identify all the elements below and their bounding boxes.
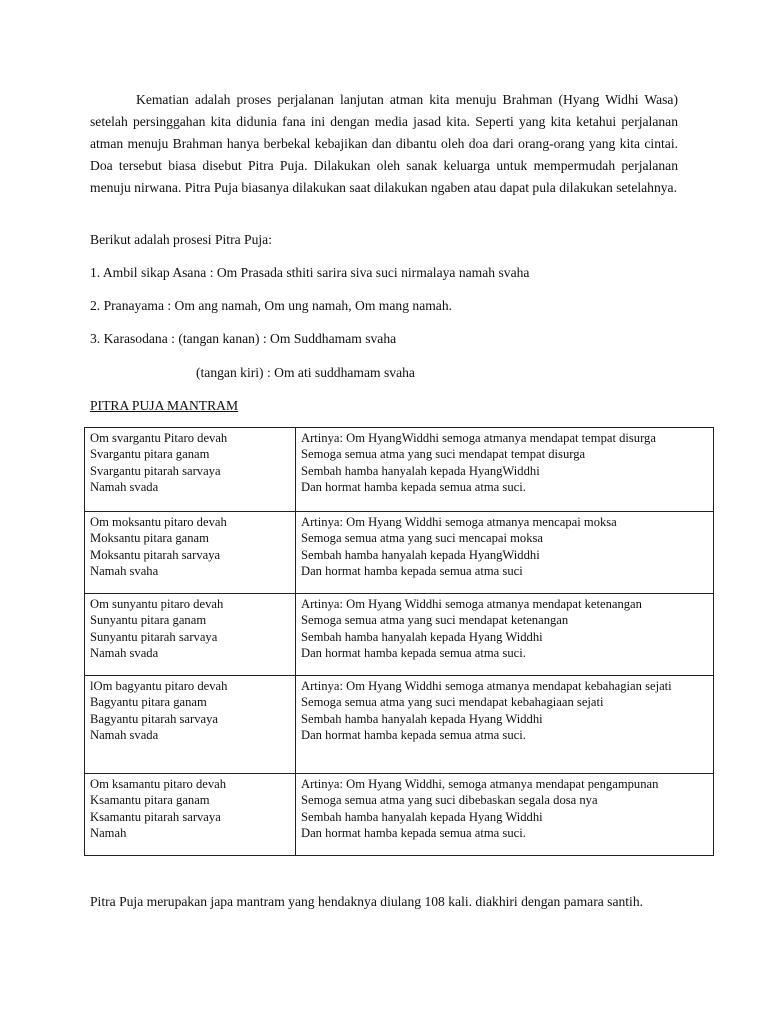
meaning-line: Artinya: Om Hyang Widdhi semoga atmanya mendapat ketenangan xyxy=(301,597,642,611)
mantram-row xyxy=(85,774,714,856)
step-pranayama: 2. Pranayama : Om ang namah, Om ung namah, Om mang namah. xyxy=(90,298,453,313)
meaning-line: Semoga semua atma yang suci mencapai moksa xyxy=(301,531,544,546)
meaning-line: Dan hormat hamba kepada semua atma suci. xyxy=(301,826,526,841)
meaning-line: Sembah hamba hanyalah kepada HyangWiddhi xyxy=(301,547,540,562)
intro-paragraph: Kematian adalah proses perjalanan lanjutan atman kita menuju Brahman (Hyang Widhi Wasa) setelah persinggahan kita didunia fana ini dengan media jasad kita. Seperti yang kita ketahui perjalanan atman menuju Brahman hanya berbekal kebajikan dan dibantu oleh doa dari orang-orang yang kita cintai. Doa tersebut biasa disebut Pitra Puja. Dilakukan oleh sanak keluarga untuk mempermudah perjalanan menuju nirwana. Pitra Puja biasanya dilakukan saat dilakukan ngaben atau dapat pula dilakukan setelahnya. xyxy=(90,92,678,195)
verse-line: Om ksamantu pitaro devah xyxy=(90,777,227,791)
verse-line: Namah svada xyxy=(90,728,159,743)
verse-line: Svargantu pitara ganam xyxy=(90,447,210,462)
meaning-line: Sembah hamba hanyalah kepada Hyang Widdhi xyxy=(301,629,543,644)
mantram-verse-cell xyxy=(85,512,296,594)
step-karasodana-left-hand: (tangan kiri) : Om ati suddhamam svaha xyxy=(196,365,415,380)
meaning-line: Artinya: Om Hyang Widdhi semoga atmanya mendapat kebahagian sejati xyxy=(301,679,672,693)
mantram-row xyxy=(85,676,714,774)
meaning-line: Dan hormat hamba kepada semua atma suci. xyxy=(301,480,526,495)
verse-line: Moksantu pitara ganam xyxy=(90,531,209,546)
verse-line: Sunyantu pitara ganam xyxy=(90,613,207,628)
verse-line: Bagyantu pitarah sarvaya xyxy=(90,711,218,726)
verse-line: Om moksantu pitaro devah xyxy=(90,515,227,529)
meaning-line: Dan hormat hamba kepada semua atma suci. xyxy=(301,728,526,743)
meaning-line: Sembah hamba hanyalah kepada HyangWiddhi xyxy=(301,463,540,478)
mantram-verse-cell xyxy=(85,594,296,676)
meaning-line: Dan hormat hamba kepada semua atma suci. xyxy=(301,646,526,661)
mantram-row xyxy=(85,594,714,676)
mantram-meaning-cell xyxy=(296,774,714,856)
mantram-meaning-cell xyxy=(296,428,714,512)
verse-line: Namah svaha xyxy=(90,564,159,579)
mantram-verse-cell xyxy=(85,676,296,774)
verse-line: Om sunyantu pitaro devah xyxy=(90,597,224,611)
step-asana: 1. Ambil sikap Asana : Om Prasada sthiti sarira siva suci nirmalaya namah svaha xyxy=(90,265,530,280)
verse-line: Namah svada xyxy=(90,646,159,661)
verse-line: Moksantu pitarah sarvaya xyxy=(90,547,221,562)
mantram-table xyxy=(84,427,714,856)
mantram-verse-cell xyxy=(85,428,296,512)
verse-line: Om svargantu Pitaro devah xyxy=(90,431,228,445)
verse-line: Namah svada xyxy=(90,480,159,495)
verse-line: Namah xyxy=(90,826,127,841)
meaning-line: Semoga semua atma yang suci dibebaskan segala dosa nya xyxy=(301,793,598,808)
mantram-heading: PITRA PUJA MANTRAM xyxy=(90,398,239,413)
mantram-meaning-cell xyxy=(296,594,714,676)
meaning-line: Dan hormat hamba kepada semua atma suci xyxy=(301,564,523,579)
meaning-line: Semoga semua atma yang suci mendapat kebahagiaan sejati xyxy=(301,695,604,710)
verse-line: Ksamantu pitara ganam xyxy=(90,793,210,808)
meaning-line: Artinya: Om Hyang Widdhi semoga atmanya mencapai moksa xyxy=(301,515,617,529)
meaning-line: Semoga semua atma yang suci mendapat tempat disurga xyxy=(301,447,586,462)
closing-paragraph: Pitra Puja merupakan japa mantram yang hendaknya diulang 108 kali. diakhiri dengan pamara santih. xyxy=(90,894,644,909)
mantram-row xyxy=(85,428,714,512)
mantram-verse-cell xyxy=(85,774,296,856)
meaning-line: Artinya: Om Hyang Widdhi, semoga atmanya mendapat pengampunan xyxy=(301,777,659,791)
mantram-row xyxy=(85,512,714,594)
procession-intro: Berikut adalah prosesi Pitra Puja: xyxy=(90,232,272,247)
verse-line: Bagyantu pitara ganam xyxy=(90,695,207,710)
meaning-line: Sembah hamba hanyalah kepada Hyang Widdhi xyxy=(301,711,543,726)
verse-line: Sunyantu pitarah sarvaya xyxy=(90,629,218,644)
meaning-line: Semoga semua atma yang suci mendapat ketenangan xyxy=(301,613,569,628)
verse-line: Svargantu pitarah sarvaya xyxy=(90,463,221,478)
mantram-meaning-cell xyxy=(296,676,714,774)
step-karasodana: 3. Karasodana : (tangan kanan) : Om Suddhamam svaha xyxy=(90,331,397,346)
verse-line: Ksamantu pitarah sarvaya xyxy=(90,809,221,824)
mantram-meaning-cell xyxy=(296,512,714,594)
meaning-line: Sembah hamba hanyalah kepada Hyang Widdhi xyxy=(301,809,543,824)
meaning-line: Artinya: Om HyangWiddhi semoga atmanya mendapat tempat disurga xyxy=(301,431,656,445)
verse-line: lOm bagyantu pitaro devah xyxy=(90,679,228,693)
